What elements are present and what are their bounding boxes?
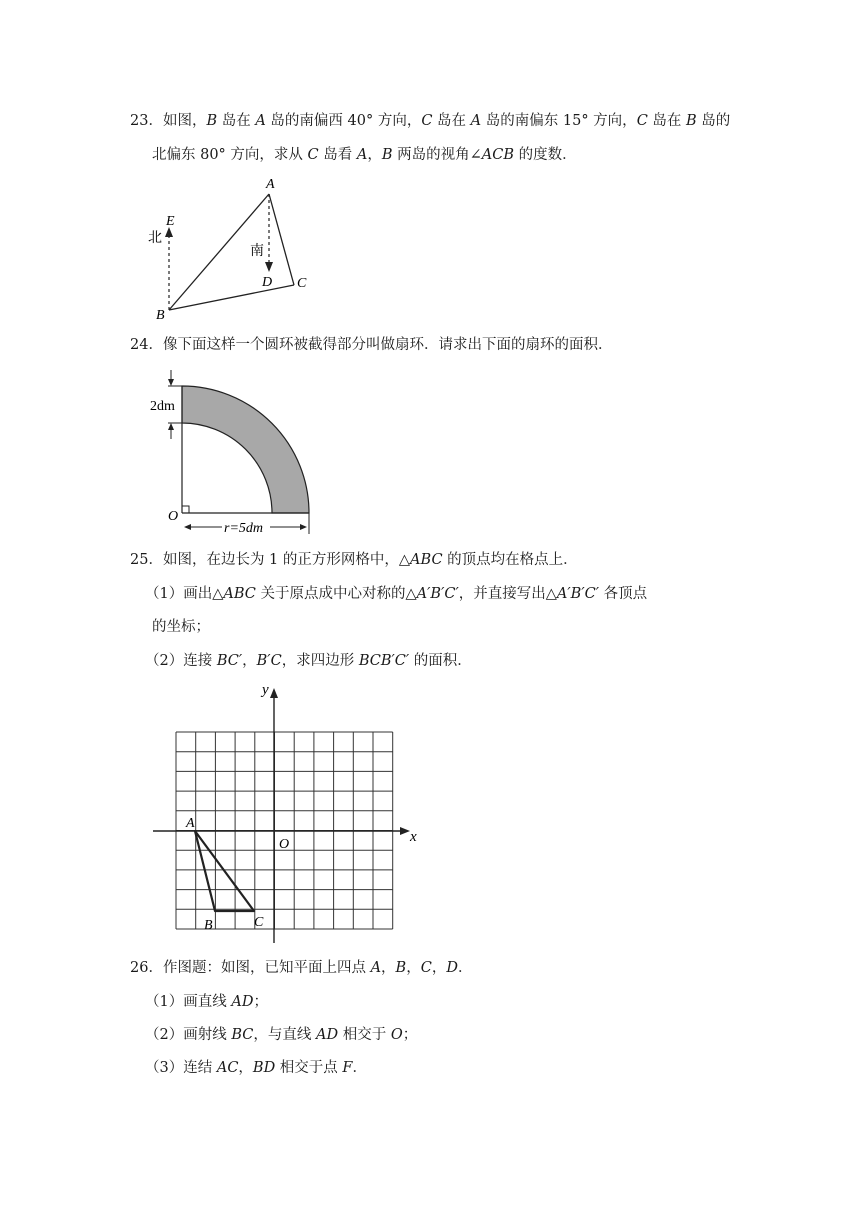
triangle-abc [195,831,254,911]
q23-text-line2: 北偏东 80° 方向，求从 C 岛看 A，B 两岛的视角∠ACB 的度数． [152,147,577,163]
x-axis-arrowhead [400,827,410,835]
width-label: 2dm [150,399,175,414]
q26-part3: （3）连结 AC，BD 相交于点 F． [145,1060,367,1076]
label-c: C [297,276,307,291]
y-axis-label: y [262,682,269,698]
sector-ring-shaded [182,386,309,513]
label-b: B [156,308,165,323]
q24-text-line1: 24．像下面这样一个圆环被截得部分叫做扇环．请求出下面的扇环的面积． [130,337,613,353]
q25-part1-line2: 的坐标； [152,619,210,635]
y-axis-arrowhead [270,688,278,698]
label-a: A [266,177,275,192]
right-angle-mark [182,506,189,513]
x-axis-label: x [410,829,417,845]
q26-part2: （2）画射线 BC，与直线 AD 相交于 O； [145,1027,418,1043]
south-arrowhead [265,262,273,272]
radius-label: r=5dm [224,521,264,536]
radius-dim-right-arrowhead [300,524,307,530]
point-a-label: A [186,816,195,831]
q25-part2-line: （2）连接 BC′，B′C，求四边形 BCB′C′ 的面积． [145,653,472,669]
q23-text-line1: 23．如图，B 岛在 A 岛的南偏西 40° 方向，C 岛在 A 岛的南偏东 15° 方向，C 岛在 B 岛的 [130,113,731,129]
label-north: 北 [148,231,162,246]
origin-label: O [168,509,179,524]
q25-grid-figure [148,678,428,948]
width-dim-top-arrowhead [168,379,174,386]
label-e: E [166,214,175,229]
origin-label: O [279,837,290,852]
label-south: 南 [250,244,264,259]
point-b-label: B [204,918,213,933]
q25-part1-line1: （1）画出△ABC 关于原点成中心对称的△A′B′C′，并直接写出△A′B′C′ 各顶点 [145,586,648,602]
line-a-c [269,194,294,285]
radius-dim-left-arrowhead [184,524,191,530]
point-c-label: C [254,915,264,930]
label-d: D [262,275,273,290]
q26-text-line1: 26．作图题：如图，已知平面上四点 A，B，C，D． [130,960,473,976]
q24-sector-ring-figure [148,364,318,540]
q23-island-figure [140,172,320,324]
q26-part1: （1）画直线 AD； [145,994,268,1010]
width-dim-bottom-arrowhead [168,423,174,430]
q25-text-line1: 25．如图，在边长为 1 的正方形网格中，△ABC 的顶点均在格点上． [130,552,578,568]
